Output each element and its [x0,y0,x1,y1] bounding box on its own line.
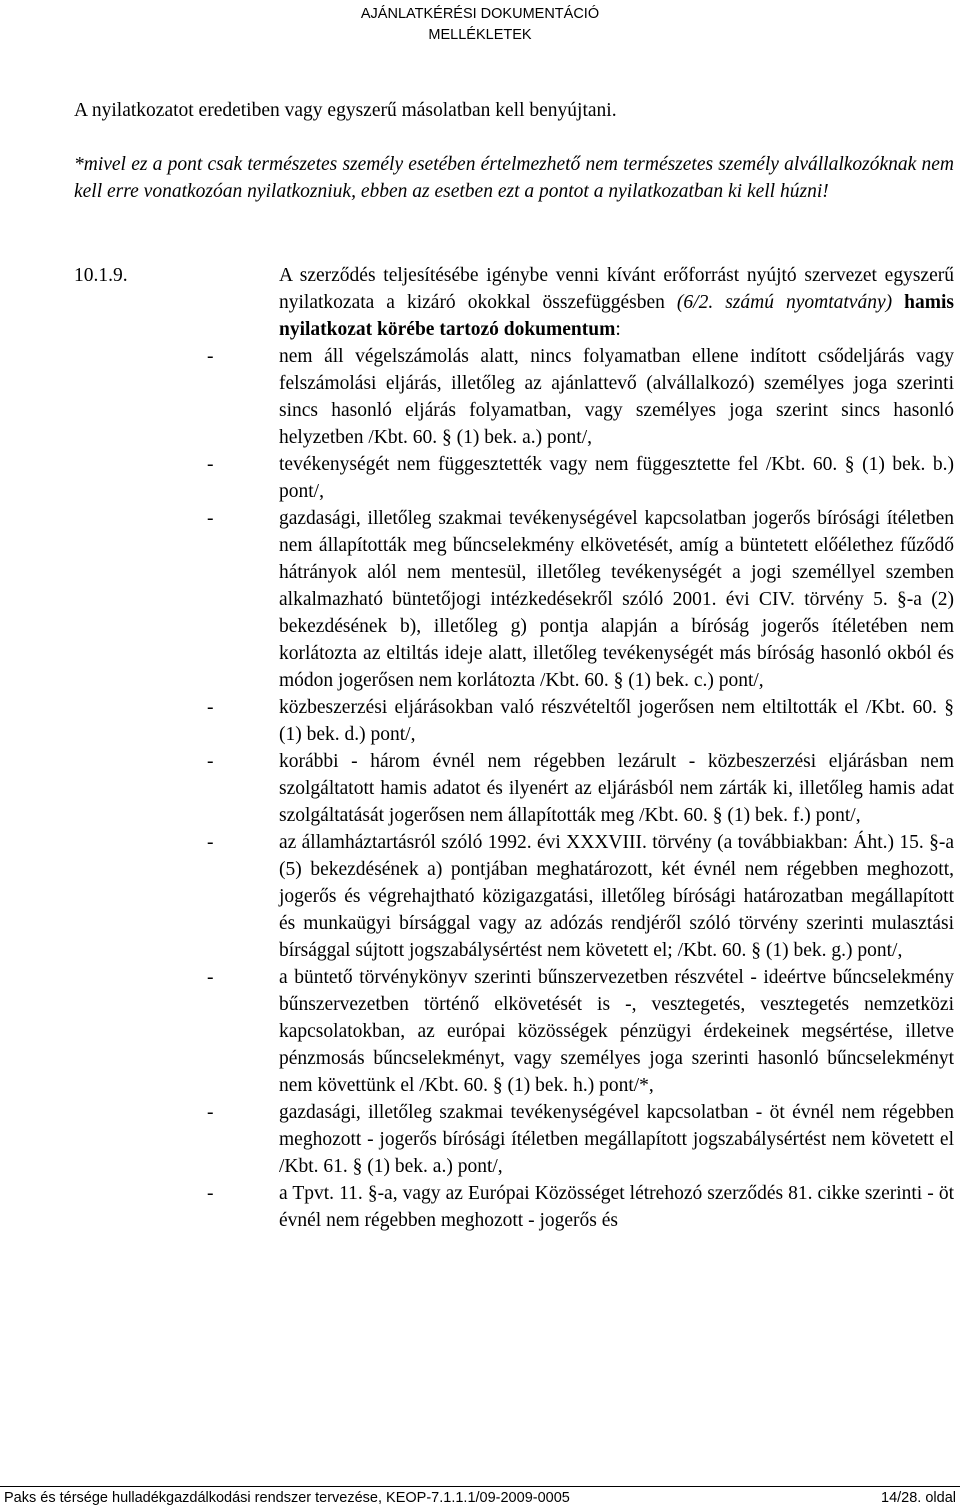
list-item [74,964,954,1099]
list-item [74,1180,954,1234]
section-title-colon: : [615,319,621,340]
document-footer [0,1486,960,1510]
list-dash: - [207,967,214,988]
list-item-text: tevékenységét nem függesztették vagy nem függesztette fel /Kbt. 60. § (1) bek. b.) pont/, [279,454,954,502]
list-dash: - [207,1183,214,1204]
list-item [74,748,954,829]
footer-project-title: Paks és térsége hulladékgazdálkodási rendszer tervezése, KEOP-7.1.1.1/09-2009-0005 [4,1490,570,1506]
list-item [74,1099,954,1180]
list-item [74,451,954,505]
list-item [74,829,954,964]
list-item-text: korábbi - három évnél nem régebben lezárult - közbeszerzési eljárásban nem szolgáltatott hamis adatot és ilyenért az eljárásból nem zárták ki, illetőleg hamis adat szolgáltatását jogerősen nem állapították meg /Kbt. 60. § (1) bek. f.) pont/, [279,751,954,826]
section-number: 10.1.9. [74,265,128,286]
list-item-text: a büntető törvénykönyv szerinti bűnszervezetben részvétel - ideértve bűncselekmény bűnszervezetben történő elkövetését is -, vesztegetés, vesztegetés nemzetközi kapcsolatokban, az európai közösségek pénzügyi érdekeinek megsértése, illetve pénzmosás bűncselekményt, vagy személyes joga szerinti hasonló bűncselekményt nem követtünk el /Kbt. 60. § (1) bek. h.) pont/*, [279,967,954,1096]
list-item-text: az államháztartásról szóló 1992. évi XXXVIII. törvény (a továbbiakban: Áht.) 15. §-a (5) bekezdésének a) pontjában meghatározott, két évnél nem régebben meghozott, jogerős és végrehajtható közigazgatási, illetőleg bírósági határozatban megállapított és munkaügyi bírsággal vagy az adózás rendjéről szóló törvény szerinti mulasztási bírsággal sújtott jogszabálysértést nem követett el; /Kbt. 60. § (1) bek. g.) pont/, [279,832,954,961]
list-dash: - [207,1102,214,1123]
footer-page-number: 14/28. oldal [881,1490,956,1506]
exclusion-list [74,343,954,1234]
section-title-text: A szerződés teljesítésébe igénybe venni kívánt erőforrást nyújtó szervezet egyszerű nyilatkozata a kizáró okokkal összefüggésben [279,265,954,313]
header-title: AJÁNLATKÉRÉSI DOKUMENTÁCIÓ [360,6,600,22]
list-dash: - [207,508,214,529]
footer-divider [0,1486,960,1487]
list-item-text: gazdasági, illetőleg szakmai tevékenységével kapcsolatban jogerős bírósági ítéletben nem állapították meg bűncselekmény elkövetését, amíg a büntetett előélethez fűződő hátrányok alól nem mentesül, illetőleg tevékenységét a jogi személlyel szemben alkalmazható büntetőjogi intézkedésekről szóló 2001. évi CIV. törvény 5. §-a (2) bekezdésének b), illetőleg g) pontja alapján a bíróság jogerős ítéletében nem korlátozta az eltiltás ideje alatt, illetőleg tevékenységét más bíróság hasonló okból és módon jogerősen nem korlátozta /Kbt. 60. § (1) bek. c.) pont/, [279,508,954,691]
list-dash: - [207,454,214,475]
section-title-doc-type-text: hamis nyilatkozat körébe tartozó dokumentum [279,292,954,340]
list-dash: - [207,697,214,718]
list-item [74,505,954,694]
section-title-form-ref: (6/2. számú nyomtatvány) [676,292,905,313]
list-item-text: nem áll végelszámolás alatt, nincs folyamatban ellene indított csődeljárás vagy felszámolási eljárás, illetőleg az ajánlattevő (alvállalkozó) személyes joga szerinti sincs hasonló eljárás folyamatban, vagy személyes joga szerint sincs hasonló helyzetben /Kbt. 60. § (1) bek. a.) pont/, [279,346,954,448]
header-subtitle: MELLÉKLETEK [428,27,532,43]
list-item-text: gazdasági, illetőleg szakmai tevékenységével kapcsolatban - öt évnél nem régebben meghozott - jogerős bírósági ítéletben megállapított jogszabálysértést nem követett el /Kbt. 61. § (1) bek. a.) pont/, [279,1102,954,1177]
list-item-text: közbeszerzési eljárásokban való részvételtől jogerősen nem eltiltották el /Kbt. 60. § (1) bek. d.) pont/, [279,697,954,745]
list-item-text: a Tpvt. 11. §-a, vagy az Európai Közösséget létrehozó szerződés 81. cikke szerinti - öt évnél nem régebben meghozott - jogerős és [279,1183,954,1231]
list-dash: - [207,346,214,367]
intro-paragraph: A nyilatkozatot eredetiben vagy egyszerű másolatban kell benyújtani. [74,100,617,121]
footnote-paragraph: *mivel ez a pont csak természetes személy esetében értelmezhető nem természetes személy alvállalkozóknak nem kell erre vonatkozóan nyilatkozniuk, ebben az esetben ezt a pontot a nyilatkozatban ki kell húzni! [74,154,954,202]
list-item [74,343,954,451]
list-item [74,694,954,748]
list-dash: - [207,832,214,853]
section-10-1-9 [74,262,954,1234]
document-header [0,4,960,46]
list-dash: - [207,751,214,772]
section-title [279,262,954,343]
